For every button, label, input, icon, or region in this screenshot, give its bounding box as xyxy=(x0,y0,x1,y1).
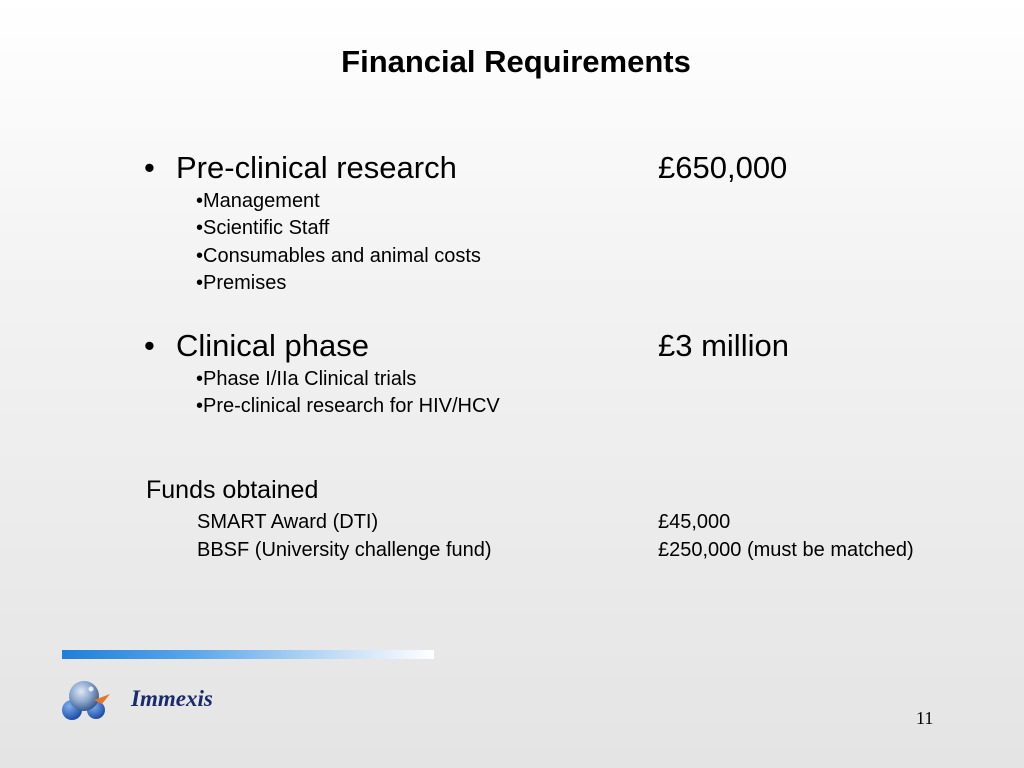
company-name: Immexis xyxy=(131,686,213,711)
funds-heading: Funds obtained xyxy=(146,476,319,504)
sub-bullet: •Phase I/IIa Clinical trials xyxy=(196,368,417,390)
section-heading: Clinical phase xyxy=(176,328,369,363)
sub-bullet: •Pre-clinical research for HIV/HCV xyxy=(196,395,500,417)
bullet-marker: • xyxy=(144,150,155,185)
bullet-marker: • xyxy=(144,328,155,363)
fund-name: SMART Award (DTI) xyxy=(197,511,379,533)
section-amount: £650,000 xyxy=(658,150,788,185)
fund-amount: £45,000 xyxy=(658,511,731,533)
fund-name: BBSF (University challenge fund) xyxy=(197,539,492,561)
sub-bullet: •Consumables and animal costs xyxy=(196,245,481,267)
footer-gradient-rule xyxy=(62,650,434,659)
slide-title: Financial Requirements xyxy=(341,44,691,79)
page-number: 11 xyxy=(916,708,934,728)
fund-amount: £250,000 (must be matched) xyxy=(658,539,914,561)
sub-bullet: •Scientific Staff xyxy=(196,217,330,239)
section-amount: £3 million xyxy=(658,328,789,363)
section-heading: Pre-clinical research xyxy=(176,150,457,185)
globe-logo-icon xyxy=(58,676,112,722)
sub-bullet: •Management xyxy=(196,190,320,212)
sub-bullet: •Premises xyxy=(196,272,287,294)
